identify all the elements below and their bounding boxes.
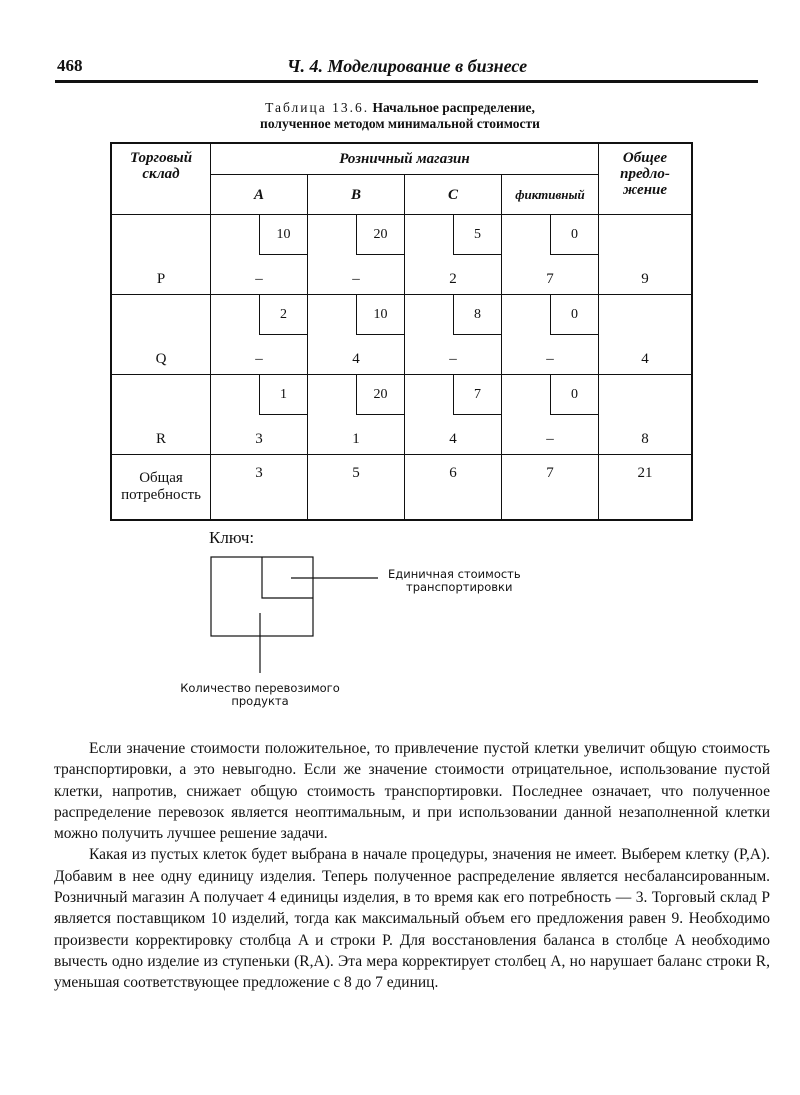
demand-value: 7 [502,455,599,521]
quantity: 2 [449,271,457,287]
paragraph: Какая из пустых клеток будет выбрана в начале процедуры, значения не имеет. Выберем клетку (P,A). Добавим в нее одну единицу изделия. Теперь полученное распределение является несбалансированным. Розничный магазин A получает 4 единицы изделия, в то время как его потребность — 3. Торговый склад P является поставщиком 10 изделий, тогда как максимальный объем его предложения равен 9. Необходимо произвести корректировку столбца A и строки P. Для восстановления баланса в столбце A необходимо вычесть одно изделие из ступеньки (R,A). Эта мера корректирует столбец A, но нарушает баланс строки R, уменьшая соответствующее предложение с 8 до 7 единиц. [54,846,770,992]
key-quantity-line1: Количество перевозимого [180,681,340,695]
supply-cell [599,375,693,455]
quantity: 4 [449,431,457,447]
table-cell [211,215,308,295]
warehouse-header [111,143,211,215]
key-quantity-label [160,682,360,708]
table-cell [405,375,502,455]
stores-header: Розничный магазин [211,143,599,175]
header-row-1 [111,143,692,175]
table-caption-title-line2: полученное методом минимальной стоимости [260,116,540,131]
table-row [111,295,692,375]
unit-cost: 0 [550,375,598,415]
quantity: 4 [352,351,360,367]
warehouse-header-text: Торговый склад [129,150,193,182]
supply-value: 8 [641,431,649,447]
quantity: – [546,351,554,367]
table-cell [211,375,308,455]
quantity: – [546,431,554,447]
supply-header-text: Общее предло-жение [620,150,670,198]
unit-cost: 10 [356,295,404,335]
table-cell [502,215,599,295]
unit-cost: 20 [356,215,404,255]
unit-cost: 8 [453,295,501,335]
supply-value: 4 [641,351,649,367]
row-label: P [156,271,166,287]
key-cell-outline [211,557,313,636]
demand-value: 3 [211,455,308,521]
demand-value: 6 [405,455,502,521]
unit-cost: 0 [550,215,598,255]
row-label-cell [111,295,211,375]
unit-cost: 5 [453,215,501,255]
row-label-cell [111,215,211,295]
table-caption-label: Таблица 13.6. [265,100,370,115]
table-cell [502,375,599,455]
unit-cost: 7 [453,375,501,415]
row-label: R [155,431,166,447]
demand-value: 5 [308,455,405,521]
table-caption [0,100,800,132]
unit-cost: 2 [259,295,307,335]
unit-cost: 10 [259,215,307,255]
key-unit-cost-label [388,568,548,594]
table-cell [308,295,405,375]
column-header-b: B [308,175,405,215]
table-cell [308,375,405,455]
key-quantity-line2: продукта [231,694,289,708]
total-value: 21 [599,455,693,521]
transport-table [110,142,693,521]
table-caption-title-line1: Начальное распределение, [372,100,535,115]
quantity: – [255,271,263,287]
quantity: 1 [352,431,360,447]
key-unit-cost-line1: Единичная стоимость [388,567,521,581]
page-header [55,56,758,82]
body-text [54,738,770,994]
table-row [111,375,692,455]
key-label: Ключ: [209,528,255,547]
paragraph: Если значение стоимости положительное, то привлечение пустой клетки увеличит общую стоимость транспортировки, а это невыгодно. Если же значение стоимости отрицательное, использование пустой клетки, напротив, снижает общую стоимость транспортировки. Последнее означает, что полученное распределение перевозок является неоптимальным, и при использовании данной незаполненной клетки можно получить лучшее решение задачи. [54,740,770,843]
running-title: Ч. 4. Моделирование в бизнесе [287,56,528,76]
page-number: 468 [57,56,83,75]
demand-label: Общая потребность [111,455,211,521]
table-row [111,215,692,295]
row-label: Q [155,351,167,367]
table-cell [211,295,308,375]
supply-value: 9 [641,271,649,287]
table-cell [308,215,405,295]
quantity: – [255,351,263,367]
key-cost-box [262,557,313,598]
column-header-a: A [211,175,308,215]
table-cell [502,295,599,375]
table-cell [405,215,502,295]
unit-cost: 0 [550,295,598,335]
quantity: 7 [546,271,554,287]
unit-cost: 20 [356,375,404,415]
column-header-dummy: фиктивный [502,175,599,215]
supply-cell [599,295,693,375]
quantity: – [352,271,360,287]
column-header-c: C [405,175,502,215]
quantity: 3 [255,431,263,447]
demand-row [111,455,692,521]
supply-cell [599,215,693,295]
quantity: – [449,351,457,367]
key-unit-cost-line2: транспортировки [406,580,513,594]
table-cell [405,295,502,375]
supply-header [599,143,693,215]
unit-cost: 1 [259,375,307,415]
header-rule [55,80,758,83]
row-label-cell [111,375,211,455]
